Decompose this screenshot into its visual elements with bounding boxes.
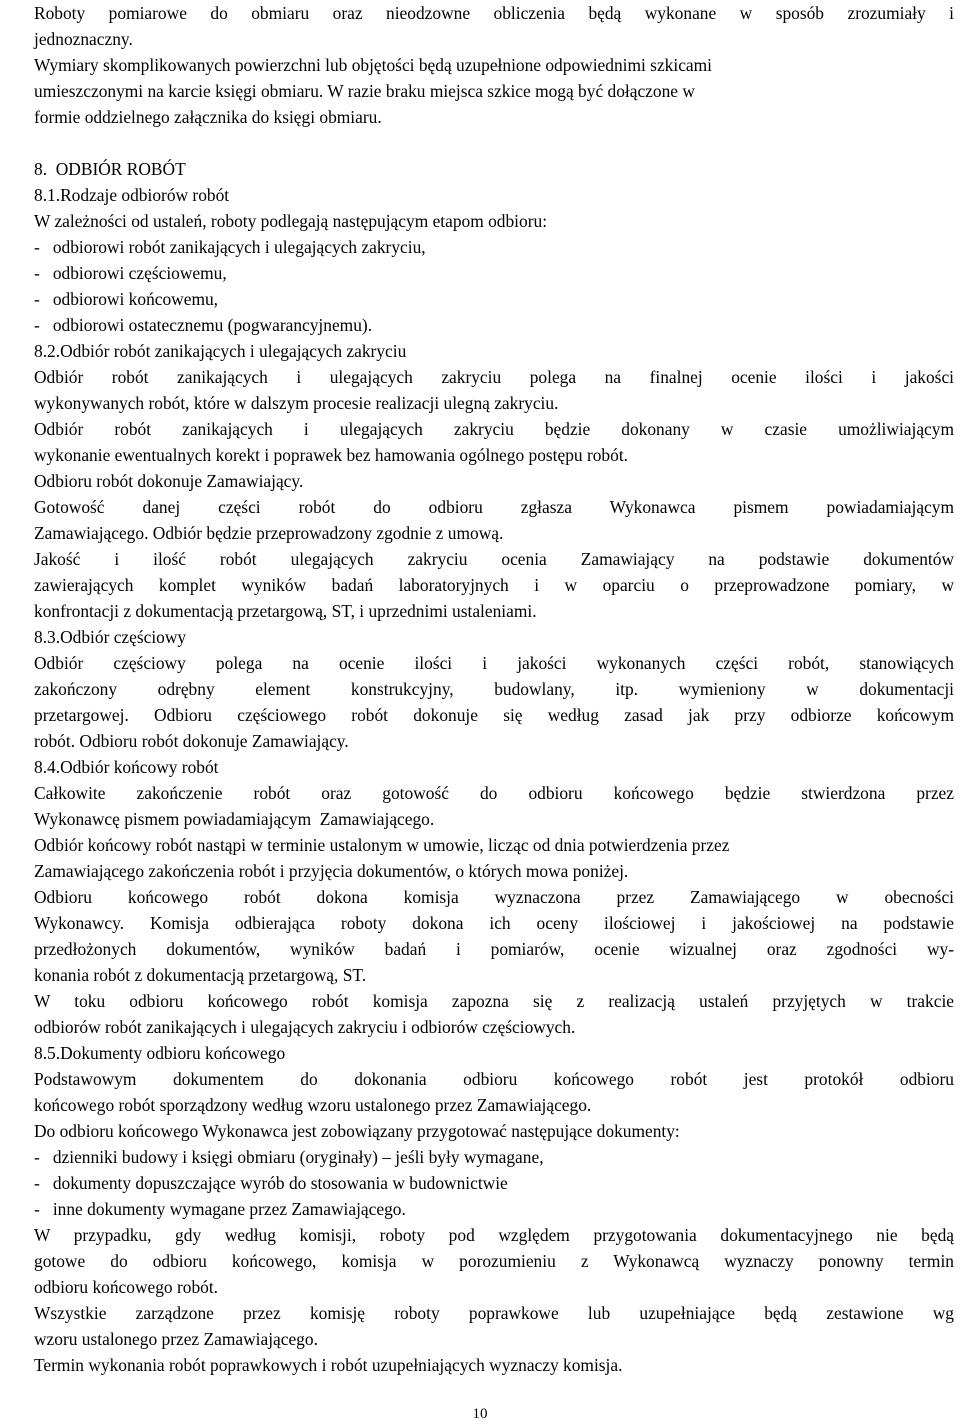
text-line: Wszystkie zarządzone przez komisję roboty poprawkowe lub uzupełniające będą zestawione wg: [34, 1303, 954, 1323]
page-number: 10: [472, 1406, 488, 1422]
text-line: Wymiary skomplikowanych powierzchni lub objętości będą uzupełnione odpowiednimi szkicami: [34, 55, 712, 75]
text-line: formie oddzielnego załącznika do księgi obmiaru.: [34, 107, 382, 127]
text-line: - inne dokumenty wymagane przez Zamawiającego.: [34, 1199, 406, 1219]
text-line: odbiorów robót zanikających i ulegających zakryciu i odbiorów częściowych.: [34, 1017, 576, 1037]
text-line: W zależności od ustaleń, roboty podlegają następującym etapom odbioru:: [34, 211, 548, 231]
text-line: wzoru ustalonego przez Zamawiającego.: [34, 1329, 318, 1349]
text-line: - odbiorowi robót zanikających i ulegających zakryciu,: [34, 237, 426, 257]
text-line: Roboty pomiarowe do obmiaru oraz nieodzowne obliczenia będą wykonane w sposób zrozumiały i: [34, 3, 954, 23]
text-line: odbioru końcowego robót.: [34, 1277, 219, 1297]
document-body: [34, 0, 954, 1378]
text-line: przetargowej. Odbioru częściowego robót dokonuje się według zasad jak przy odbiorze końcowym: [34, 705, 954, 725]
text-line: Wykonawcę pismem powiadamiającym Zamawiającego.: [34, 809, 435, 829]
text-line: robót. Odbioru robót dokonuje Zamawiający.: [34, 731, 349, 751]
text-line: wykonywanych robót, które w dalszym procesie realizacji ulegną zakryciu.: [34, 393, 559, 413]
text-line: Jakość i ilość robót ulegających zakryciu ocenia Zamawiający na podstawie dokumentów: [34, 549, 954, 569]
text-line: - odbiorowi ostatecznemu (pogwarancyjnemu).: [34, 315, 373, 335]
text-line: gotowe do odbioru końcowego, komisja w porozumieniu z Wykonawcą wyznaczy ponowny termin: [34, 1251, 954, 1271]
text-line: Odbiór robót zanikających i ulegających zakryciu polega na finalnej ocenie ilości i jakości: [34, 367, 954, 387]
text-line: [34, 130, 954, 156]
text-line: 8. ODBIÓR ROBÓT: [34, 159, 186, 179]
text-line: zawierających komplet wyników badań laboratoryjnych i w oparciu o przeprowadzone pomiary, w: [34, 575, 954, 595]
text-line: Odbioru robót dokonuje Zamawiający.: [34, 471, 304, 491]
text-line: Całkowite zakończenie robót oraz gotowość do odbioru końcowego będzie stwierdzona przez: [34, 783, 954, 803]
text-line: zakończony odrębny element konstrukcyjny, budowlany, itp. wymieniony w dokumentacji: [34, 679, 954, 699]
text-line: 8.1.Rodzaje odbiorów robót: [34, 185, 230, 205]
text-line: konania robót z dokumentacją przetargową, ST.: [34, 965, 367, 985]
text-line: Odbiór częściowy polega na ocenie ilości i jakości wykonanych części robót, stanowiących: [34, 653, 954, 673]
text-line: - odbiorowi końcowemu,: [34, 289, 219, 309]
text-line: 8.2.Odbiór robót zanikających i ulegających zakryciu: [34, 341, 407, 361]
text-line: umieszczonymi na karcie księgi obmiaru. W razie braku miejsca szkice mogą być dołączone w: [34, 81, 695, 101]
text-line: jednoznaczny.: [34, 29, 133, 49]
text-line: przedłożonych dokumentów, wyników badań i pomiarów, ocenie wizualnej oraz zgodności wy-: [34, 939, 954, 959]
text-line: wykonanie ewentualnych korekt i poprawek bez hamowania ogólnego postępu robót.: [34, 445, 629, 465]
text-line: Zamawiającego. Odbiór będzie przeprowadzony zgodnie z umową.: [34, 523, 504, 543]
text-line: - odbiorowi częściowemu,: [34, 263, 227, 283]
text-line: końcowego robót sporządzony według wzoru ustalonego przez Zamawiającego.: [34, 1095, 592, 1115]
text-line: Odbiór końcowy robót nastąpi w terminie ustalonym w umowie, licząc od dnia potwierdzenia przez: [34, 835, 730, 855]
text-line: Gotowość danej części robót do odbioru zgłasza Wykonawca pismem powiadamiającym: [34, 497, 954, 517]
text-line: - dzienniki budowy i księgi obmiaru (oryginały) – jeśli były wymagane,: [34, 1147, 544, 1167]
text-line: konfrontacji z dokumentacją przetargową, ST, i uprzednimi ustaleniami.: [34, 601, 537, 621]
text-line: W toku odbioru końcowego robót komisja zapozna się z realizacją ustaleń przyjętych w trakcie: [34, 991, 954, 1011]
text-line: Odbiór robót zanikających i ulegających zakryciu będzie dokonany w czasie umożliwiającym: [34, 419, 954, 439]
text-line: 8.5.Dokumenty odbioru końcowego: [34, 1043, 286, 1063]
text-line: Wykonawcy. Komisja odbierająca roboty dokona ich oceny ilościowej i jakościowej na podstawie: [34, 913, 954, 933]
text-line: Do odbioru końcowego Wykonawca jest zobowiązany przygotować następujące dokumenty:: [34, 1121, 680, 1141]
text-line: 8.4.Odbiór końcowy robót: [34, 757, 219, 777]
text-line: Podstawowym dokumentem do dokonania odbioru końcowego robót jest protokół odbioru: [34, 1069, 954, 1089]
text-line: W przypadku, gdy według komisji, roboty pod względem przygotowania dokumentacyjnego nie będą: [34, 1225, 954, 1245]
text-line: Zamawiającego zakończenia robót i przyjęcia dokumentów, o których mowa poniżej.: [34, 861, 629, 881]
text-line: - dokumenty dopuszczające wyrób do stosowania w budownictwie: [34, 1173, 508, 1193]
text-line: 8.3.Odbiór częściowy: [34, 627, 187, 647]
text-line: Termin wykonania robót poprawkowych i robót uzupełniających wyznaczy komisja.: [34, 1355, 623, 1375]
text-line: Odbioru końcowego robót dokona komisja wyznaczona przez Zamawiającego w obecności: [34, 887, 954, 907]
